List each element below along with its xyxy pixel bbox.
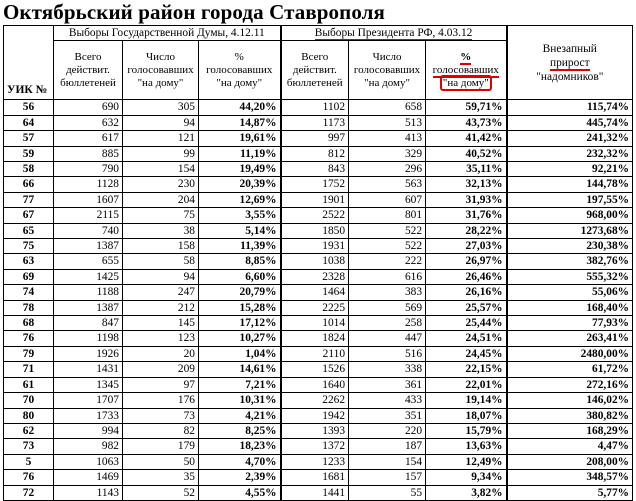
cell-total-president: 1850: [281, 223, 349, 238]
cell-pct-duma: 19,49%: [199, 162, 281, 177]
cell-home-president: 569: [349, 300, 426, 315]
cell-total-president: 1233: [281, 454, 349, 469]
cell-uik: 5: [4, 454, 54, 469]
cell-total-president: 1752: [281, 177, 349, 192]
header-pct-duma: % голосовавших "на дому": [199, 41, 281, 100]
cell-uik: 59: [4, 146, 54, 161]
cell-growth: 555,32%: [507, 269, 633, 284]
cell-growth: 144,78%: [507, 177, 633, 192]
cell-pct-duma: 20,39%: [199, 177, 281, 192]
cell-uik: 78: [4, 300, 54, 315]
table-row: [4, 223, 633, 238]
table-row: [4, 192, 633, 207]
cell-total-duma: 655: [54, 254, 123, 269]
cell-total-duma: 1198: [54, 331, 123, 346]
cell-total-president: 1441: [281, 485, 349, 500]
cell-total-duma: 982: [54, 439, 123, 454]
cell-home-duma: 94: [123, 269, 199, 284]
results-table: [3, 25, 633, 501]
cell-total-president: 2522: [281, 208, 349, 223]
cell-home-duma: 75: [123, 208, 199, 223]
cell-home-president: 157: [349, 470, 426, 485]
cell-home-president: 516: [349, 346, 426, 361]
cell-total-duma: 1188: [54, 285, 123, 300]
cell-pct-duma: 6,60%: [199, 269, 281, 284]
cell-total-president: 2262: [281, 393, 349, 408]
cell-home-duma: 154: [123, 162, 199, 177]
cell-home-duma: 73: [123, 408, 199, 423]
cell-total-duma: 885: [54, 146, 123, 161]
cell-pct-duma: 15,28%: [199, 300, 281, 315]
cell-total-duma: 740: [54, 223, 123, 238]
cell-total-duma: 847: [54, 316, 123, 331]
cell-uik: 76: [4, 331, 54, 346]
table-row: [4, 300, 633, 315]
cell-total-president: 1393: [281, 423, 349, 438]
cell-home-president: 258: [349, 316, 426, 331]
cell-total-president: 1942: [281, 408, 349, 423]
cell-home-duma: 123: [123, 331, 199, 346]
cell-home-president: 447: [349, 331, 426, 346]
cell-pct-president: 24,45%: [426, 346, 507, 361]
cell-uik: 75: [4, 239, 54, 254]
page-title: Октябрьский район города Ставрополя: [3, 0, 386, 24]
table-body: [4, 100, 633, 501]
table-row: [4, 146, 633, 161]
header-total-president: Всего действит. бюллетеней: [281, 41, 349, 100]
cell-total-president: 997: [281, 131, 349, 146]
cell-pct-president: 41,42%: [426, 131, 507, 146]
cell-pct-president: 35,11%: [426, 162, 507, 177]
cell-pct-duma: 14,61%: [199, 362, 281, 377]
cell-total-duma: 1345: [54, 377, 123, 392]
cell-pct-duma: 20,79%: [199, 285, 281, 300]
cell-pct-duma: 11,39%: [199, 239, 281, 254]
cell-home-duma: 305: [123, 100, 199, 115]
cell-pct-duma: 1,04%: [199, 346, 281, 361]
cell-total-president: 1173: [281, 115, 349, 130]
cell-pct-president: 13,63%: [426, 439, 507, 454]
cell-uik: 64: [4, 115, 54, 130]
cell-pct-duma: 18,23%: [199, 439, 281, 454]
cell-uik: 68: [4, 316, 54, 331]
cell-total-duma: 1431: [54, 362, 123, 377]
cell-home-duma: 121: [123, 131, 199, 146]
cell-total-duma: 1387: [54, 300, 123, 315]
cell-pct-duma: 8,85%: [199, 254, 281, 269]
cell-total-duma: 994: [54, 423, 123, 438]
cell-pct-president: 31,76%: [426, 208, 507, 223]
cell-total-president: 2110: [281, 346, 349, 361]
cell-pct-president: 24,51%: [426, 331, 507, 346]
cell-pct-duma: 4,55%: [199, 485, 281, 500]
cell-home-president: 351: [349, 408, 426, 423]
cell-total-duma: 632: [54, 115, 123, 130]
cell-home-duma: 82: [123, 423, 199, 438]
cell-uik: 56: [4, 100, 54, 115]
cell-home-president: 801: [349, 208, 426, 223]
cell-total-president: 1681: [281, 470, 349, 485]
cell-growth: 272,16%: [507, 377, 633, 392]
header-growth: Внезапный прирост "надомников": [507, 26, 633, 100]
table-row: [4, 100, 633, 115]
cell-home-president: 383: [349, 285, 426, 300]
cell-home-duma: 209: [123, 362, 199, 377]
cell-growth: 168,29%: [507, 423, 633, 438]
cell-total-president: 812: [281, 146, 349, 161]
cell-total-duma: 1387: [54, 239, 123, 254]
cell-pct-president: 19,14%: [426, 393, 507, 408]
cell-total-duma: 617: [54, 131, 123, 146]
cell-home-president: 563: [349, 177, 426, 192]
table-row: [4, 470, 633, 485]
cell-total-duma: 1707: [54, 393, 123, 408]
cell-home-president: 154: [349, 454, 426, 469]
cell-pct-president: 32,13%: [426, 177, 507, 192]
cell-pct-duma: 8,25%: [199, 423, 281, 438]
cell-pct-duma: 44,20%: [199, 100, 281, 115]
cell-home-president: 413: [349, 131, 426, 146]
cell-home-president: 658: [349, 100, 426, 115]
cell-pct-duma: 14,87%: [199, 115, 281, 130]
cell-growth: 263,41%: [507, 331, 633, 346]
header-pct-president: % голосовавших "на дому": [426, 41, 507, 100]
cell-total-president: 1526: [281, 362, 349, 377]
cell-pct-president: 26,97%: [426, 254, 507, 269]
header-uik: УИК №: [4, 26, 54, 100]
cell-home-president: 522: [349, 223, 426, 238]
cell-pct-duma: 10,31%: [199, 393, 281, 408]
cell-pct-president: 15,79%: [426, 423, 507, 438]
cell-total-president: 1901: [281, 192, 349, 207]
table-row: [4, 485, 633, 500]
cell-pct-duma: 17,12%: [199, 316, 281, 331]
cell-growth: 4,47%: [507, 439, 633, 454]
cell-uik: 61: [4, 377, 54, 392]
table-row: [4, 316, 633, 331]
cell-growth: 382,76%: [507, 254, 633, 269]
cell-pct-duma: 2,39%: [199, 470, 281, 485]
cell-total-duma: 1063: [54, 454, 123, 469]
cell-pct-duma: 4,21%: [199, 408, 281, 423]
cell-home-duma: 58: [123, 254, 199, 269]
table-row: [4, 269, 633, 284]
cell-growth: 348,57%: [507, 470, 633, 485]
cell-pct-president: 9,34%: [426, 470, 507, 485]
table-row: [4, 331, 633, 346]
cell-home-duma: 230: [123, 177, 199, 192]
table-row: [4, 439, 633, 454]
cell-home-president: 296: [349, 162, 426, 177]
cell-pct-president: 25,57%: [426, 300, 507, 315]
cell-home-duma: 38: [123, 223, 199, 238]
cell-home-president: 361: [349, 377, 426, 392]
cell-home-president: 513: [349, 115, 426, 130]
cell-uik: 72: [4, 485, 54, 500]
cell-home-president: 338: [349, 362, 426, 377]
cell-pct-duma: 10,27%: [199, 331, 281, 346]
cell-pct-president: 40,52%: [426, 146, 507, 161]
cell-total-president: 2225: [281, 300, 349, 315]
cell-pct-president: 31,93%: [426, 192, 507, 207]
cell-uik: 58: [4, 162, 54, 177]
cell-home-duma: 212: [123, 300, 199, 315]
cell-pct-president: 59,71%: [426, 100, 507, 115]
cell-growth: 1273,68%: [507, 223, 633, 238]
cell-total-duma: 1469: [54, 470, 123, 485]
cell-home-duma: 145: [123, 316, 199, 331]
header-total-duma: Всего действит. бюллетеней: [54, 41, 123, 100]
cell-uik: 77: [4, 192, 54, 207]
cell-pct-president: 12,49%: [426, 454, 507, 469]
cell-total-duma: 2115: [54, 208, 123, 223]
cell-uik: 67: [4, 208, 54, 223]
table-row: [4, 131, 633, 146]
cell-uik: 80: [4, 408, 54, 423]
cell-pct-duma: 12,69%: [199, 192, 281, 207]
cell-total-president: 1931: [281, 239, 349, 254]
cell-home-president: 222: [349, 254, 426, 269]
cell-home-duma: 158: [123, 239, 199, 254]
cell-home-president: 329: [349, 146, 426, 161]
cell-home-duma: 99: [123, 146, 199, 161]
cell-uik: 65: [4, 223, 54, 238]
cell-home-duma: 20: [123, 346, 199, 361]
cell-home-president: 607: [349, 192, 426, 207]
cell-uik: 69: [4, 269, 54, 284]
cell-uik: 66: [4, 177, 54, 192]
cell-total-duma: 1733: [54, 408, 123, 423]
cell-home-duma: 179: [123, 439, 199, 454]
cell-total-duma: 790: [54, 162, 123, 177]
cell-growth: 146,02%: [507, 393, 633, 408]
cell-total-president: 1640: [281, 377, 349, 392]
header-home-duma: Число голосовавших "на дому": [123, 41, 199, 100]
cell-pct-duma: 11,19%: [199, 146, 281, 161]
cell-growth: 168,40%: [507, 300, 633, 315]
cell-total-duma: 1926: [54, 346, 123, 361]
cell-pct-president: 25,44%: [426, 316, 507, 331]
cell-pct-duma: 19,61%: [199, 131, 281, 146]
cell-growth: 380,82%: [507, 408, 633, 423]
cell-home-president: 55: [349, 485, 426, 500]
cell-total-president: 1014: [281, 316, 349, 331]
cell-pct-president: 27,03%: [426, 239, 507, 254]
table-row: [4, 408, 633, 423]
cell-total-president: 1102: [281, 100, 349, 115]
table-row: [4, 454, 633, 469]
cell-uik: 73: [4, 439, 54, 454]
table-row: [4, 393, 633, 408]
cell-home-duma: 35: [123, 470, 199, 485]
cell-pct-duma: 3,55%: [199, 208, 281, 223]
cell-home-duma: 176: [123, 393, 199, 408]
cell-pct-president: 22,15%: [426, 362, 507, 377]
cell-home-duma: 94: [123, 115, 199, 130]
cell-pct-president: 26,46%: [426, 269, 507, 284]
cell-home-duma: 50: [123, 454, 199, 469]
cell-uik: 63: [4, 254, 54, 269]
cell-total-president: 1824: [281, 331, 349, 346]
table-row: [4, 377, 633, 392]
cell-uik: 70: [4, 393, 54, 408]
table-row: [4, 162, 633, 177]
cell-growth: 92,21%: [507, 162, 633, 177]
cell-total-duma: 1425: [54, 269, 123, 284]
table-row: [4, 115, 633, 130]
cell-total-president: 1372: [281, 439, 349, 454]
cell-home-duma: 52: [123, 485, 199, 500]
cell-home-president: 220: [349, 423, 426, 438]
cell-home-duma: 247: [123, 285, 199, 300]
cell-pct-president: 3,82%: [426, 485, 507, 500]
cell-total-duma: 1128: [54, 177, 123, 192]
cell-growth: 5,77%: [507, 485, 633, 500]
table-row: [4, 423, 633, 438]
cell-home-president: 616: [349, 269, 426, 284]
table-row: [4, 239, 633, 254]
cell-home-president: 522: [349, 239, 426, 254]
cell-growth: 241,32%: [507, 131, 633, 146]
cell-uik: 74: [4, 285, 54, 300]
cell-total-president: 1464: [281, 285, 349, 300]
cell-uik: 62: [4, 423, 54, 438]
cell-pct-president: 22,01%: [426, 377, 507, 392]
cell-pct-president: 28,22%: [426, 223, 507, 238]
cell-growth: 445,74%: [507, 115, 633, 130]
table-row: [4, 285, 633, 300]
group-president-elections: Выборы Президента РФ, 4.03.12: [281, 26, 507, 41]
cell-growth: 77,93%: [507, 316, 633, 331]
cell-growth: 232,32%: [507, 146, 633, 161]
cell-growth: 2480,00%: [507, 346, 633, 361]
cell-growth: 61,72%: [507, 362, 633, 377]
cell-growth: 230,38%: [507, 239, 633, 254]
table-row: [4, 362, 633, 377]
table-row: [4, 208, 633, 223]
group-duma-elections: Выборы Государственной Думы, 4.12.11: [54, 26, 281, 41]
cell-growth: 115,74%: [507, 100, 633, 115]
cell-total-president: 843: [281, 162, 349, 177]
cell-pct-duma: 5,14%: [199, 223, 281, 238]
cell-home-duma: 204: [123, 192, 199, 207]
cell-pct-president: 26,16%: [426, 285, 507, 300]
cell-home-president: 433: [349, 393, 426, 408]
cell-total-president: 2328: [281, 269, 349, 284]
table-row: [4, 346, 633, 361]
cell-total-president: 1038: [281, 254, 349, 269]
cell-home-duma: 97: [123, 377, 199, 392]
cell-uik: 79: [4, 346, 54, 361]
cell-pct-president: 43,73%: [426, 115, 507, 130]
cell-growth: 197,55%: [507, 192, 633, 207]
cell-growth: 208,00%: [507, 454, 633, 469]
cell-pct-duma: 4,70%: [199, 454, 281, 469]
cell-home-president: 187: [349, 439, 426, 454]
cell-pct-duma: 7,21%: [199, 377, 281, 392]
cell-uik: 71: [4, 362, 54, 377]
cell-uik: 57: [4, 131, 54, 146]
cell-uik: 76: [4, 470, 54, 485]
table-row: [4, 254, 633, 269]
table-row: [4, 177, 633, 192]
cell-total-duma: 690: [54, 100, 123, 115]
cell-growth: 55,06%: [507, 285, 633, 300]
cell-total-duma: 1607: [54, 192, 123, 207]
cell-total-duma: 1143: [54, 485, 123, 500]
cell-growth: 968,00%: [507, 208, 633, 223]
cell-pct-president: 18,07%: [426, 408, 507, 423]
header-home-president: Число голосовавших "на дому": [349, 41, 426, 100]
